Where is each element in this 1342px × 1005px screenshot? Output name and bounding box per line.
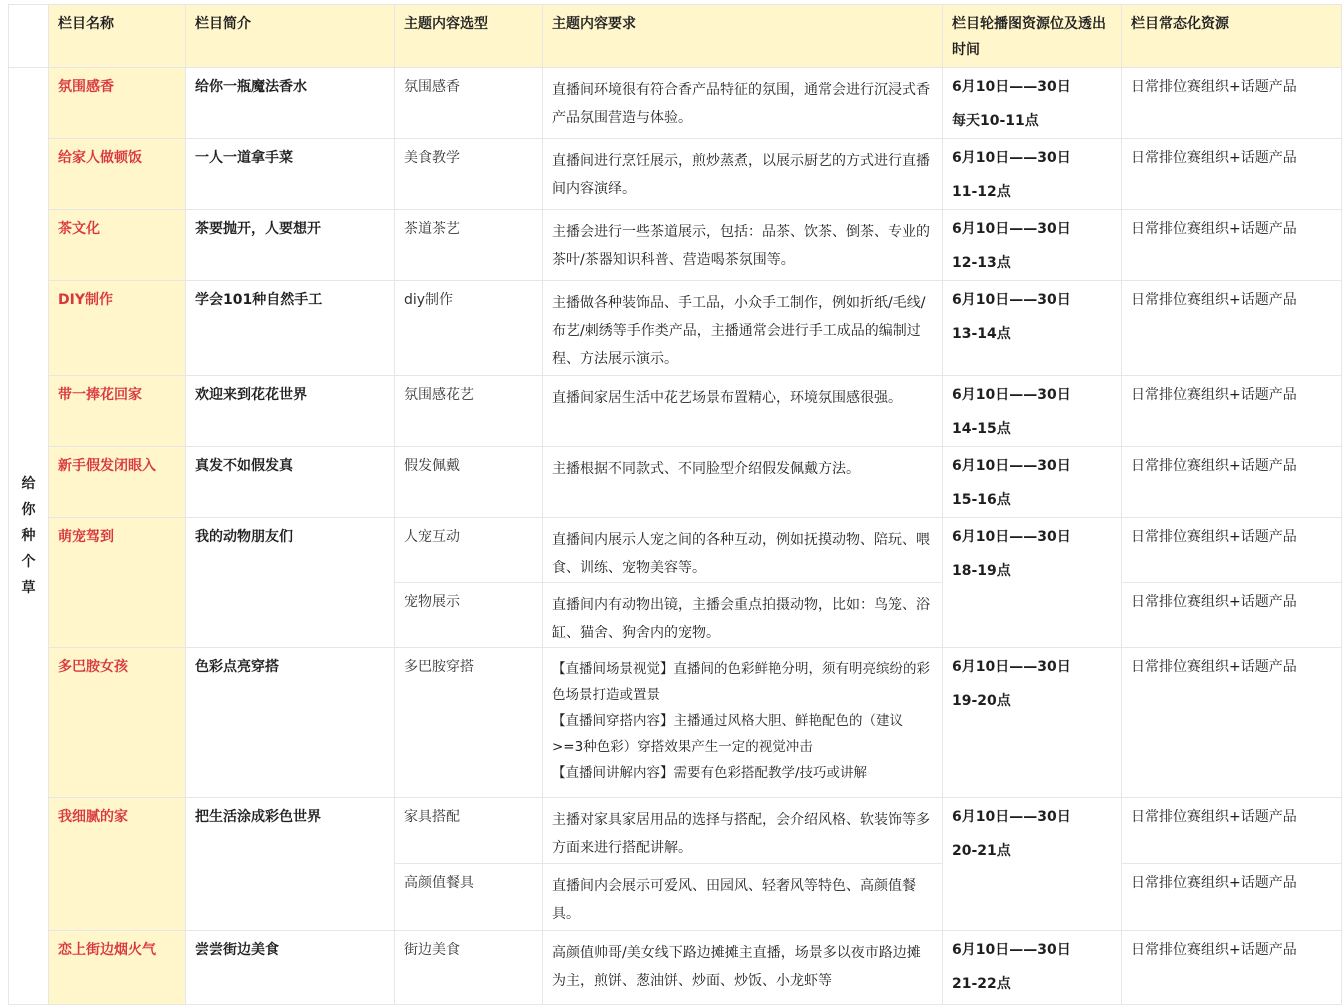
content-requirement-cell (543, 798, 943, 864)
banner-date-range: 6月10日——30日 (952, 809, 1071, 825)
banner-time-cell (943, 648, 1122, 798)
table-row (9, 518, 1342, 583)
regular-resource-cell: 日常排位赛组织+话题产品 (1122, 68, 1342, 139)
column-name-cell: DIY制作 (49, 281, 186, 376)
banner-time-cell (943, 931, 1122, 1005)
content-type-cell: 氛围感香 (395, 68, 543, 139)
table-row (9, 210, 1342, 281)
header-cell: 主题内容要求 (543, 5, 943, 68)
banner-hours: 11-12点 (952, 184, 1011, 200)
banner-time-cell (943, 447, 1122, 518)
regular-resource-cell: 日常排位赛组织+话题产品 (1122, 376, 1342, 447)
column-name-cell: 新手假发闭眼入 (49, 447, 186, 518)
content-requirement-cell (543, 447, 943, 518)
banner-hours: 每天10-11点 (952, 113, 1039, 129)
side-label-cell (9, 68, 49, 1005)
regular-resource-cell: 日常排位赛组织+话题产品 (1122, 281, 1342, 376)
banner-hours: 14-15点 (952, 421, 1011, 437)
banner-date-range: 6月10日——30日 (952, 79, 1071, 95)
column-name-cell: 多巴胺女孩 (49, 648, 186, 798)
column-name-cell: 恋上街边烟火气 (49, 931, 186, 1005)
banner-date-range: 6月10日——30日 (952, 292, 1071, 308)
column-name-cell: 我细腻的家 (49, 798, 186, 931)
header-cell: 主题内容选型 (395, 5, 543, 68)
header-cell: 栏目名称 (49, 5, 186, 68)
table-row (9, 376, 1342, 447)
content-requirement-cell (543, 864, 943, 931)
regular-resource-cell: 日常排位赛组织+话题产品 (1122, 648, 1342, 798)
requirement-line: 直播间进行烹饪展示，煎炒蒸煮，以展示厨艺的方式进行直播间内容演绎。 (552, 153, 930, 197)
content-requirement-cell (543, 583, 943, 648)
banner-hours: 21-22点 (952, 976, 1011, 992)
content-requirement-cell (543, 68, 943, 139)
column-intro-cell: 欢迎来到花花世界 (186, 376, 395, 447)
requirement-line: 【直播间讲解内容】需要有色彩搭配教学/技巧或讲解 (552, 765, 868, 781)
content-type-cell: 假发佩戴 (395, 447, 543, 518)
content-table (8, 4, 1342, 1005)
requirement-line: 直播间内展示人宠之间的各种互动，例如抚摸动物、陪玩、喂食、训练、宠物美容等。 (552, 532, 930, 576)
requirement-line: 直播间内有动物出镜，主播会重点拍摄动物，比如：鸟笼、浴缸、猫舍、狗舍内的宠物。 (552, 597, 930, 641)
requirement-line: 主播根据不同款式、不同脸型介绍假发佩戴方法。 (552, 461, 860, 477)
column-name-cell: 萌宠驾到 (49, 518, 186, 648)
content-type-cell: 家具搭配 (395, 798, 543, 864)
column-intro-cell: 色彩点亮穿搭 (186, 648, 395, 798)
table-row (9, 447, 1342, 518)
column-intro-cell: 尝尝街边美食 (186, 931, 395, 1005)
content-requirement-cell (543, 210, 943, 281)
content-type-cell: 氛围感花艺 (395, 376, 543, 447)
content-requirement-cell (543, 139, 943, 210)
requirement-line: 直播间环境很有符合香产品特征的氛围，通常会进行沉浸式香产品氛围营造与体验。 (552, 82, 930, 126)
requirement-line: 【直播间穿搭内容】主播通过风格大胆、鲜艳配色的（建议>=3种色彩）穿搭效果产生一定的视觉冲击 (552, 713, 903, 755)
banner-date-range: 6月10日——30日 (952, 458, 1071, 474)
table-body (9, 5, 1342, 1005)
content-type-cell: 美食教学 (395, 139, 543, 210)
banner-hours: 12-13点 (952, 255, 1011, 271)
requirement-line: 直播间家居生活中花艺场景布置精心，环境氛围感很强。 (552, 390, 902, 406)
header-cell: 栏目轮播图资源位及透出时间 (943, 5, 1122, 68)
side-label-char: 给 (21, 476, 36, 492)
banner-date-range: 6月10日——30日 (952, 659, 1071, 675)
banner-time-cell (943, 376, 1122, 447)
column-intro-cell: 给你一瓶魔法香水 (186, 68, 395, 139)
banner-time-cell (943, 139, 1122, 210)
banner-date-range: 6月10日——30日 (952, 529, 1071, 545)
banner-hours: 13-14点 (952, 326, 1011, 342)
header-cell: 栏目简介 (186, 5, 395, 68)
column-name-cell: 带一捧花回家 (49, 376, 186, 447)
requirement-line: 高颜值帅哥/美女线下路边摊摊主直播，场景多以夜市路边摊为主，煎饼、葱油饼、炒面、炒饭、小龙虾等 (552, 945, 921, 989)
banner-time-cell (943, 281, 1122, 376)
requirement-line: 主播做各种装饰品、手工品，小众手工制作，例如折纸/毛线/布艺/刺绣等手作类产品，主播通常会进行手工成品的编制过程、方法展示演示。 (552, 295, 926, 367)
banner-time-cell (943, 68, 1122, 139)
banner-hours: 15-16点 (952, 492, 1011, 508)
table-row (9, 139, 1342, 210)
regular-resource-cell: 日常排位赛组织+话题产品 (1122, 447, 1342, 518)
table-row (9, 798, 1342, 864)
content-requirement-cell (543, 518, 943, 583)
requirement-line: 直播间内会展示可爱风、田园风、轻奢风等特色、高颜值餐具。 (552, 878, 916, 922)
content-requirement-cell (543, 648, 943, 798)
side-label-char: 你 (21, 502, 36, 518)
column-intro-cell: 一人一道拿手菜 (186, 139, 395, 210)
side-label-char: 种 (21, 528, 36, 544)
content-requirement-cell (543, 376, 943, 447)
content-type-cell: 茶道茶艺 (395, 210, 543, 281)
column-name-cell: 给家人做顿饭 (49, 139, 186, 210)
table-row (9, 648, 1342, 798)
content-type-cell: 宠物展示 (395, 583, 543, 648)
regular-resource-cell: 日常排位赛组织+话题产品 (1122, 864, 1342, 931)
regular-resource-cell: 日常排位赛组织+话题产品 (1122, 931, 1342, 1005)
content-requirement-cell (543, 281, 943, 376)
column-intro-cell: 我的动物朋友们 (186, 518, 395, 648)
content-type-cell: 街边美食 (395, 931, 543, 1005)
requirement-line: 【直播间场景视觉】直播间的色彩鲜艳分明，须有明亮缤纷的彩色场景打造或置景 (552, 661, 930, 703)
content-type-cell: 人宠互动 (395, 518, 543, 583)
side-label-char: 草 (21, 580, 36, 596)
header-corner (9, 5, 49, 68)
column-name-cell: 氛围感香 (49, 68, 186, 139)
banner-time-cell (943, 518, 1122, 648)
content-type-cell: 多巴胺穿搭 (395, 648, 543, 798)
regular-resource-cell: 日常排位赛组织+话题产品 (1122, 210, 1342, 281)
requirement-line: 主播会进行一些茶道展示，包括：品茶、饮茶、倒茶、专业的茶叶/茶器知识科普、营造喝茶氛围等。 (552, 224, 930, 268)
banner-hours: 19-20点 (952, 693, 1011, 709)
header-row (9, 5, 1342, 68)
banner-date-range: 6月10日——30日 (952, 942, 1071, 958)
column-intro-cell: 把生活涂成彩色世界 (186, 798, 395, 931)
column-intro-cell: 茶要抛开，人要想开 (186, 210, 395, 281)
regular-resource-cell: 日常排位赛组织+话题产品 (1122, 139, 1342, 210)
regular-resource-cell: 日常排位赛组织+话题产品 (1122, 518, 1342, 583)
content-type-cell: diy制作 (395, 281, 543, 376)
content-type-cell: 高颜值餐具 (395, 864, 543, 931)
banner-time-cell (943, 798, 1122, 931)
column-name-cell: 茶文化 (49, 210, 186, 281)
banner-hours: 20-21点 (952, 843, 1011, 859)
regular-resource-cell: 日常排位赛组织+话题产品 (1122, 583, 1342, 648)
banner-date-range: 6月10日——30日 (952, 150, 1071, 166)
requirement-line: 主播对家具家居用品的选择与搭配，会介绍风格、软装饰等多方面来进行搭配讲解。 (552, 812, 930, 856)
banner-time-cell (943, 210, 1122, 281)
content-requirement-cell (543, 931, 943, 1005)
header-cell: 栏目常态化资源 (1122, 5, 1342, 68)
side-label-char: 个 (21, 554, 36, 570)
banner-date-range: 6月10日——30日 (952, 387, 1071, 403)
banner-hours: 18-19点 (952, 563, 1011, 579)
column-intro-cell: 学会101种自然手工 (186, 281, 395, 376)
table-row (9, 68, 1342, 139)
banner-date-range: 6月10日——30日 (952, 221, 1071, 237)
column-intro-cell: 真发不如假发真 (186, 447, 395, 518)
table-row (9, 281, 1342, 376)
table-row (9, 931, 1342, 1005)
regular-resource-cell: 日常排位赛组织+话题产品 (1122, 798, 1342, 864)
